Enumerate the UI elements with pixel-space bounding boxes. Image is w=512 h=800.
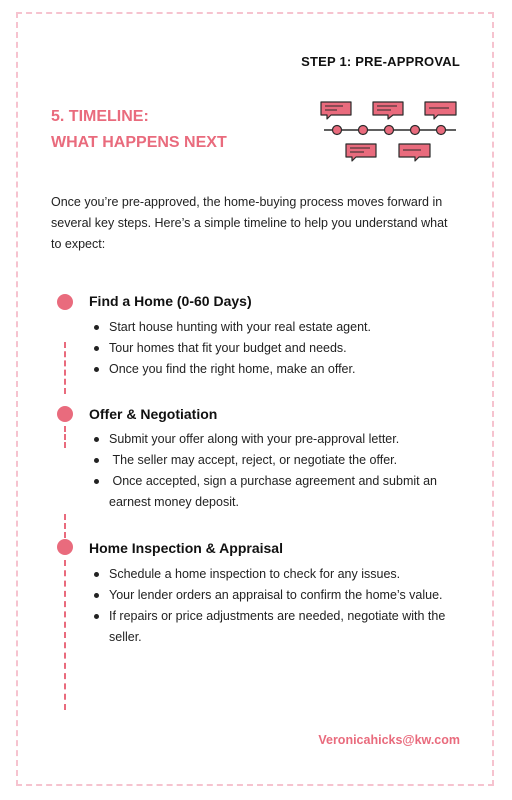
list-item: The seller may accept, reject, or negotiate the offer. <box>92 450 462 471</box>
title-line-2: WHAT HAPPENS NEXT <box>51 134 227 151</box>
timeline-connector-4 <box>64 560 66 710</box>
timeline-connector-1 <box>64 342 66 394</box>
section-title-offer-negotiation: Offer & Negotiation <box>89 406 218 422</box>
section-list-inspection-appraisal <box>92 564 462 648</box>
list-item: If repairs or price adjustments are needed, negotiate with the seller. <box>92 606 462 648</box>
page-title <box>51 104 227 156</box>
list-item: Schedule a home inspection to check for any issues. <box>92 564 462 585</box>
list-item: Once you find the right home, make an offer. <box>92 359 462 380</box>
list-item: Start house hunting with your real estate agent. <box>92 317 462 338</box>
timeline-dot-2 <box>57 406 73 422</box>
timeline-connector-3 <box>64 514 66 538</box>
section-title-inspection-appraisal: Home Inspection & Appraisal <box>89 540 283 556</box>
intro-paragraph: Once you’re pre-approved, the home-buying process moves forward in several key steps. Here’s a simple timeline to help you understand what to expect: <box>51 195 448 251</box>
title-line-1: 5. TIMELINE: <box>51 108 149 125</box>
list-item: Submit your offer along with your pre-approval letter. <box>92 429 462 450</box>
timeline-dot-1 <box>57 294 73 310</box>
list-item: Tour homes that fit your budget and needs. <box>92 338 462 359</box>
section-list-offer-negotiation <box>92 429 462 513</box>
timeline-chat-bubbles-icon <box>318 100 464 162</box>
list-item: Your lender orders an appraisal to confirm the home’s value. <box>92 585 462 606</box>
timeline-connector-2 <box>64 426 66 448</box>
timeline-dot-3 <box>57 539 73 555</box>
list-item: Once accepted, sign a purchase agreement and submit an earnest money deposit. <box>92 471 462 513</box>
step-label: STEP 1: PRE-APPROVAL <box>301 54 460 69</box>
contact-email-link[interactable]: Veronicahicks@kw.com <box>318 733 460 747</box>
section-title-find-home: Find a Home (0-60 Days) <box>89 293 252 309</box>
section-list-find-home <box>92 317 462 380</box>
